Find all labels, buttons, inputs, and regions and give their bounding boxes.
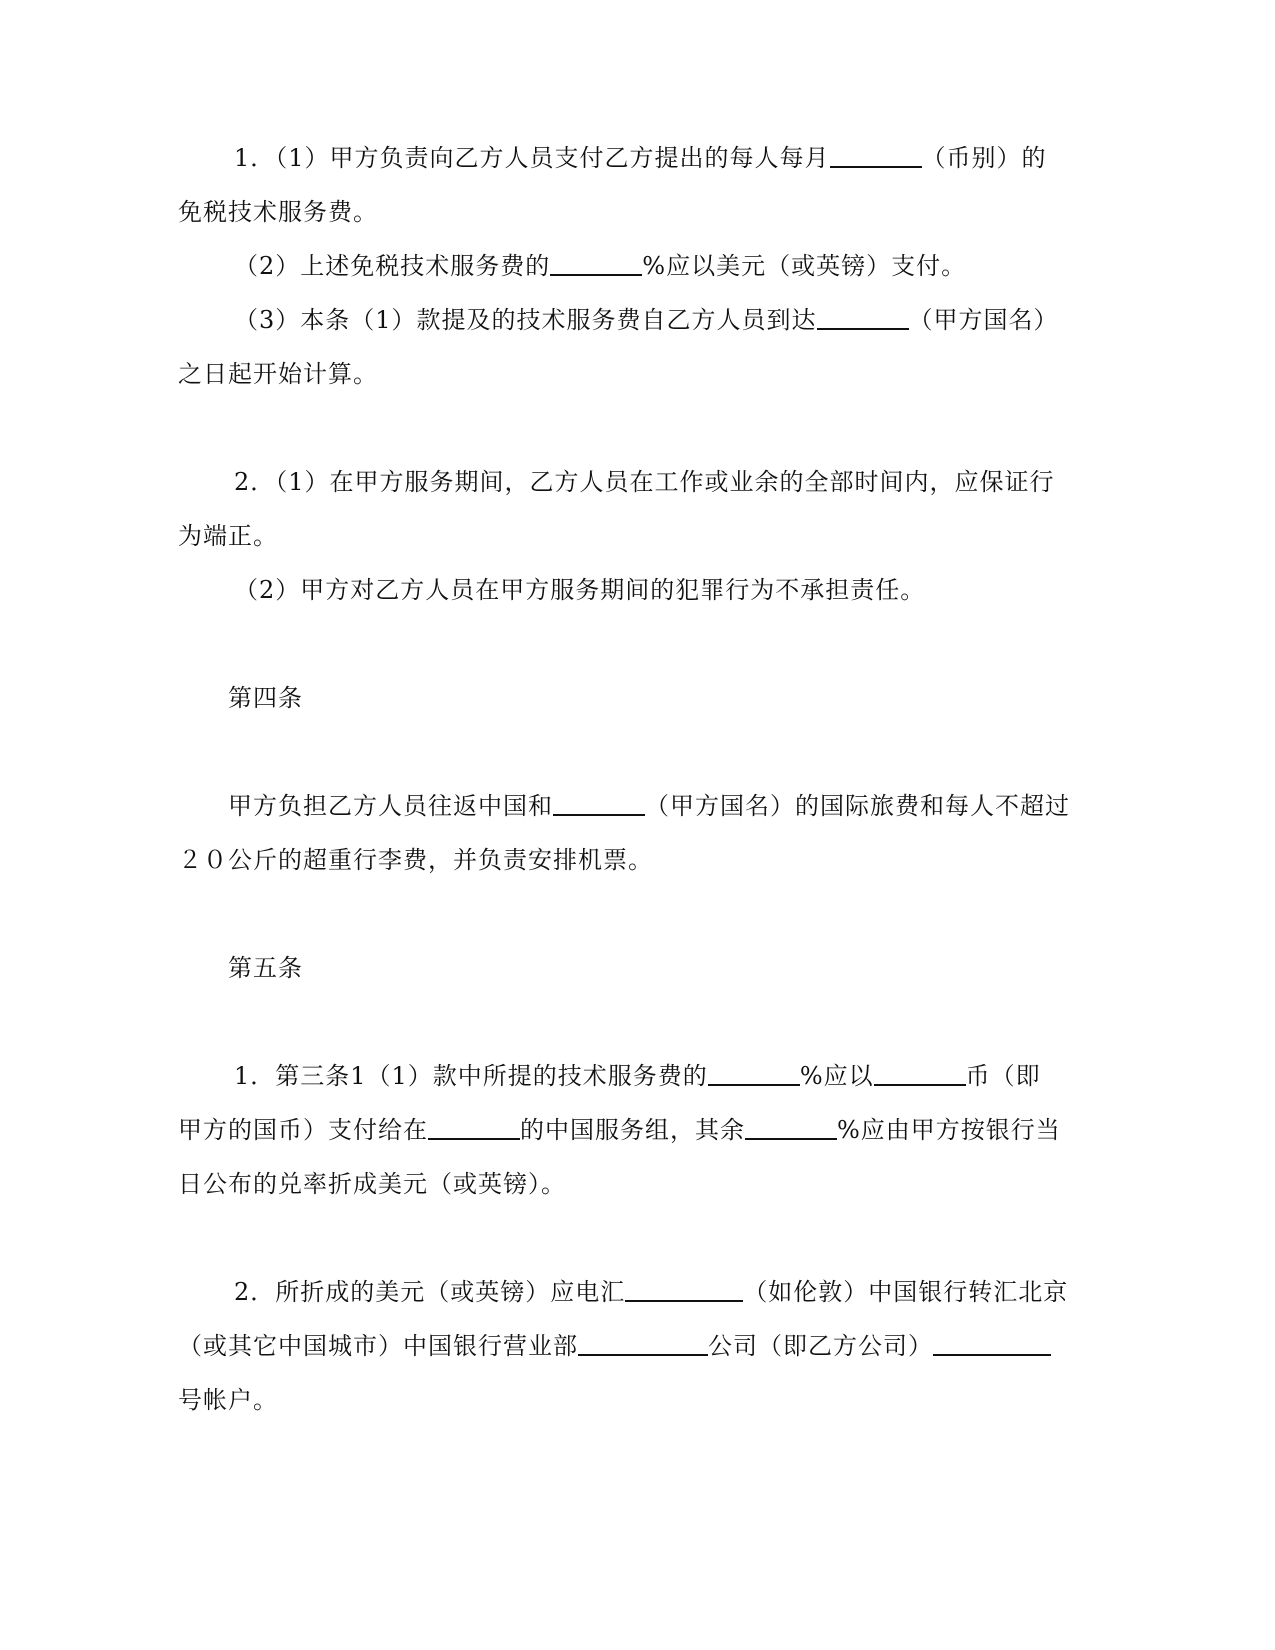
blank-field	[933, 1332, 1051, 1356]
article5-p1-line2: 甲方的国币）支付给在 的中国服务组，其余 %应由甲方按银行当	[178, 1116, 1061, 1144]
sec3-item2-line3: （2）甲方对乙方人员在甲方服务期间的犯罪行为不承担责任。	[234, 576, 926, 604]
blank-field	[874, 1062, 966, 1086]
blank-field	[428, 1116, 520, 1140]
article5-p1-line1: 1．第三条1（1）款中所提的技术服务费的 %应以 币（即	[234, 1062, 1041, 1090]
sec3-item1-line3: （2）上述免税技术服务费的 %应以美元（或英镑）支付。	[234, 252, 967, 280]
blank-field	[708, 1062, 800, 1086]
article5-p2-line3: 号帐户。	[178, 1386, 278, 1414]
sec3-item1-line5: 之日起开始计算。	[178, 360, 378, 388]
blank-field	[817, 306, 909, 330]
blank-field	[553, 792, 645, 816]
sec3-item2-line1: 2．（1）在甲方服务期间，乙方人员在工作或业余的全部时间内，应保证行	[234, 468, 1055, 496]
article5-p2-line1: 2．所折成的美元（或英镑）应电汇 （如伦敦）中国银行转汇北京	[234, 1278, 1069, 1306]
sec3-item1-line4: （3）本条（1）款提及的技术服务费自乙方人员到达 （甲方国名）	[234, 306, 1059, 334]
blank-field	[550, 252, 642, 276]
blank-field	[578, 1332, 708, 1356]
article5-p2-line2: （或其它中国城市）中国银行营业部 公司（即乙方公司）	[178, 1330, 1022, 1362]
article4-heading: 第四条	[228, 684, 303, 712]
article5-heading: 第五条	[228, 954, 303, 982]
sec3-item2-line2: 为端正。	[178, 522, 278, 550]
blank-field	[625, 1278, 743, 1302]
sec3-item1-line1: 1．（1）甲方负责向乙方人员支付乙方提出的每人每月 （币别）的	[234, 144, 1047, 172]
article4-line1: 甲方负担乙方人员往返中国和 （甲方国名）的国际旅费和每人不超过	[228, 792, 1070, 820]
article5-p1-line3: 日公布的兑率折成美元（或英镑）。	[178, 1170, 566, 1198]
article4-line2: ２０公斤的超重行李费，并负责安排机票。	[178, 846, 653, 874]
sec3-item1-line2: 免税技术服务费。	[178, 198, 378, 226]
blank-field	[745, 1116, 837, 1140]
blank-field	[830, 144, 922, 168]
